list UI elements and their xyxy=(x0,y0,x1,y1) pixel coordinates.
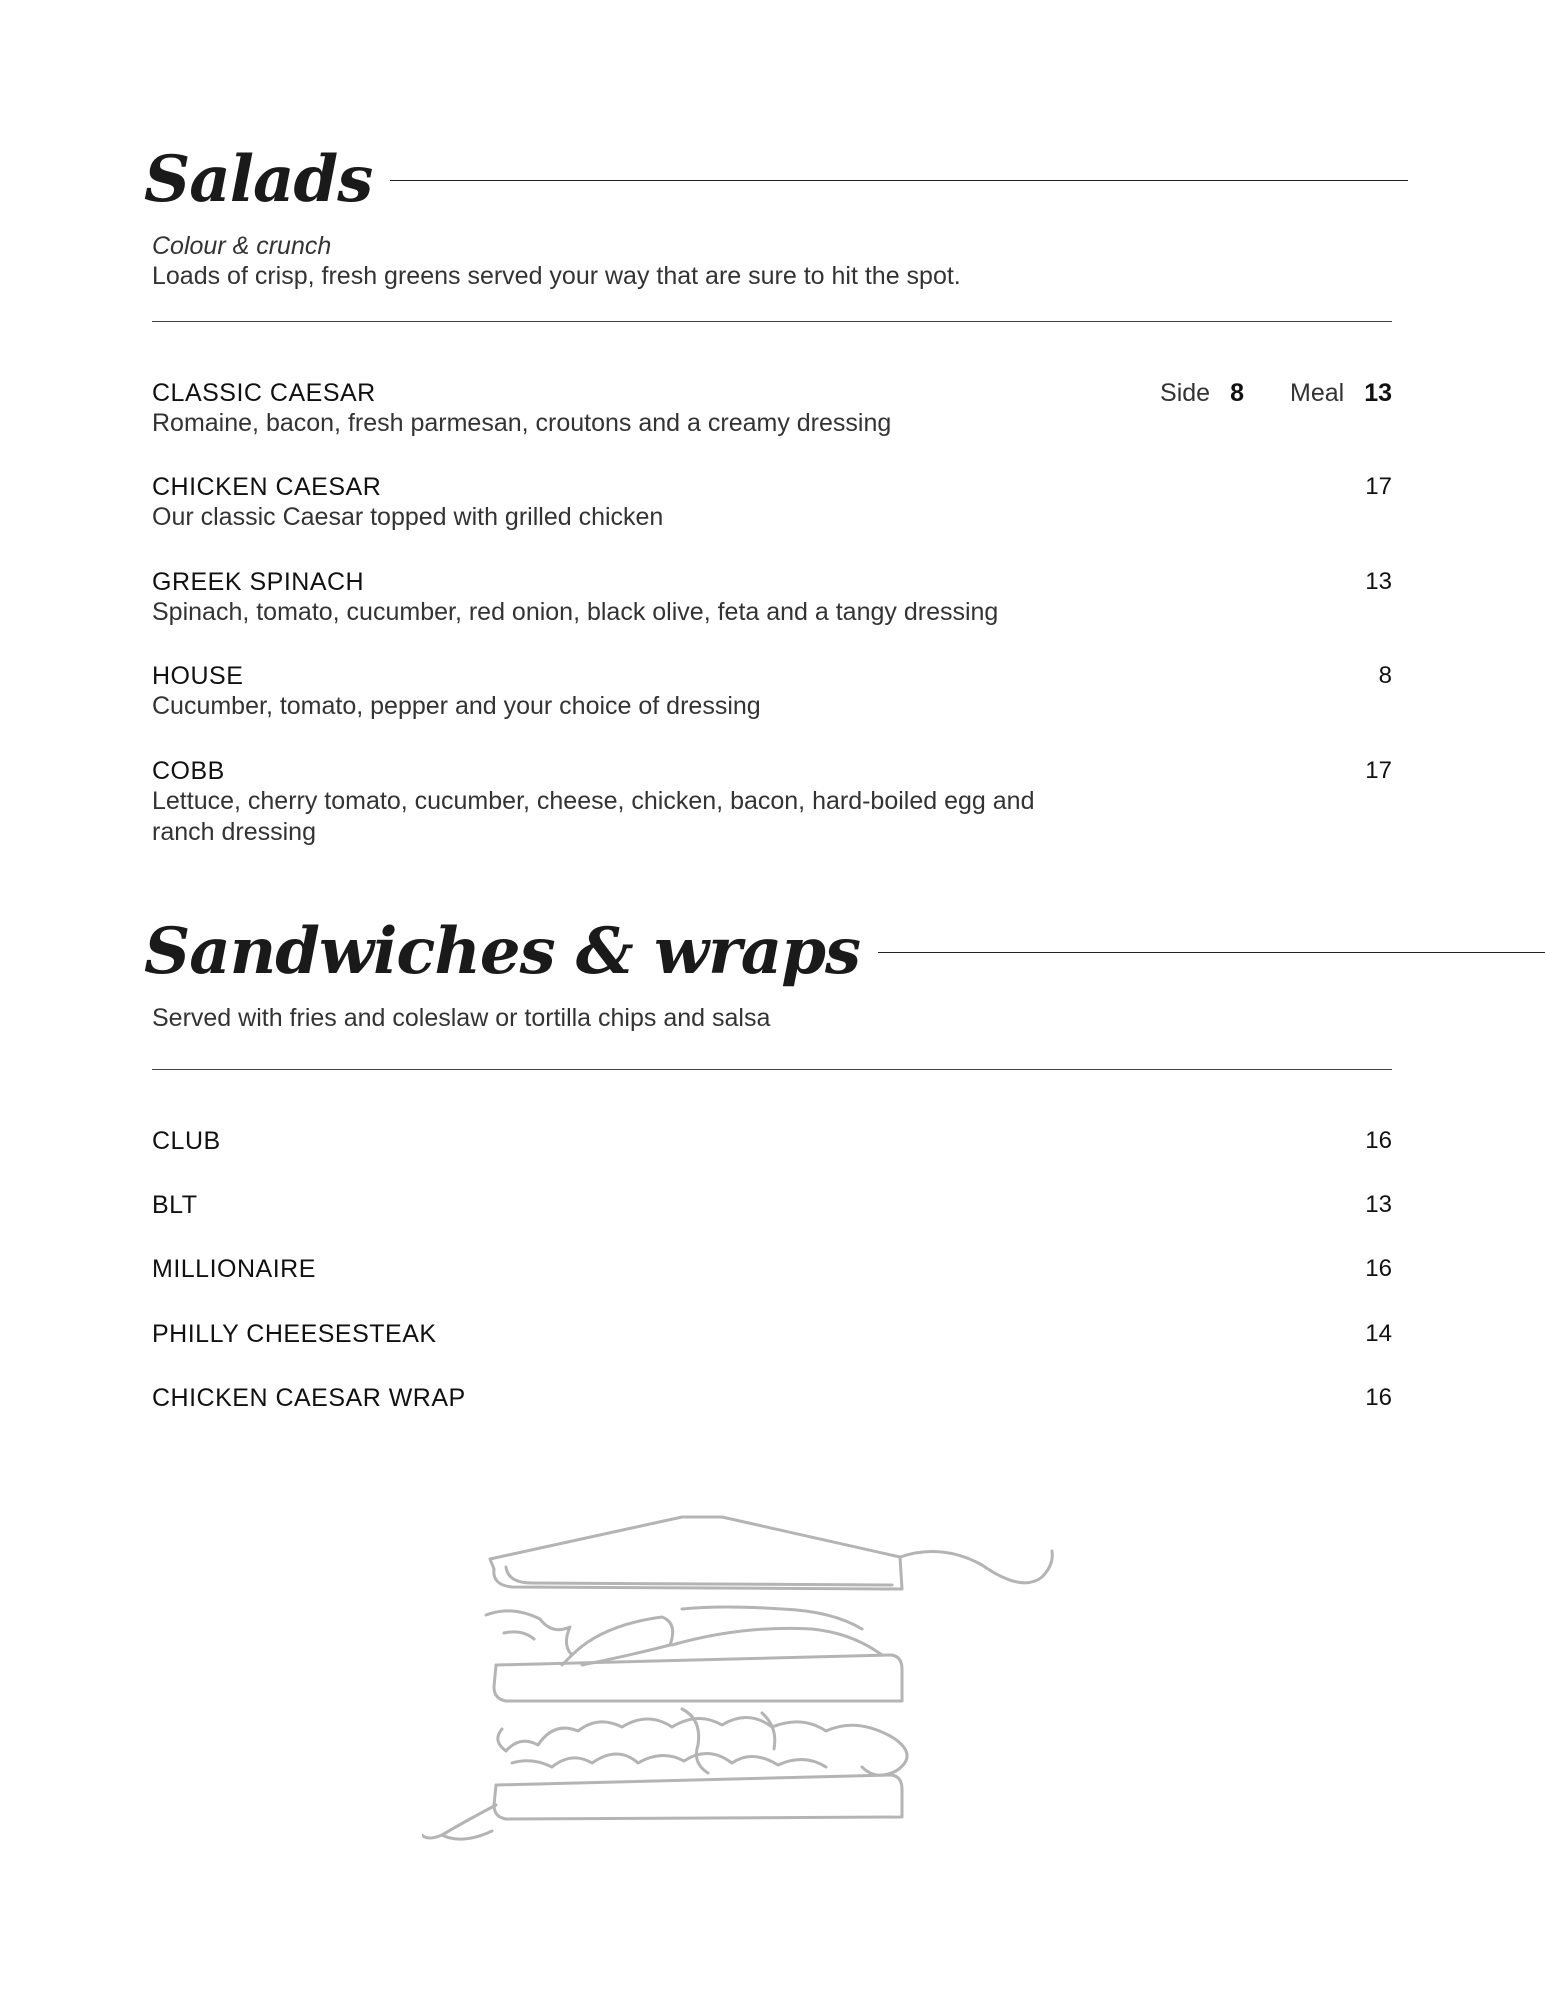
salads-tagline: Colour & crunch xyxy=(152,232,332,260)
menu-item-classic-caesar xyxy=(152,378,1392,439)
menu-item-greek-spinach xyxy=(152,567,1392,628)
item-name: CLUB xyxy=(152,1127,221,1155)
menu-page xyxy=(144,0,1392,2000)
sandwiches-divider xyxy=(152,1069,1392,1070)
item-price: 17 xyxy=(1365,473,1392,500)
salads-divider xyxy=(152,321,1392,322)
item-description: Cucumber, tomato, pepper and your choice of dressing xyxy=(152,692,761,720)
side-price: 8 xyxy=(1230,379,1244,407)
item-price: 14 xyxy=(1365,1320,1392,1347)
item-description: Spinach, tomato, cucumber, red onion, black olive, feta and a tangy dressing xyxy=(152,598,999,626)
sandwiches-title: Sandwiches & wraps xyxy=(144,914,861,989)
meal-label: Meal xyxy=(1290,379,1345,407)
item-price: 16 xyxy=(1365,1384,1392,1411)
item-price: 16 xyxy=(1365,1255,1392,1282)
side-label: Side xyxy=(1160,379,1211,407)
sandwich-line-art-icon xyxy=(422,1505,1122,1845)
item-name: PHILLY CHEESESTEAK xyxy=(152,1320,437,1348)
menu-item-house xyxy=(152,661,1392,722)
item-name: HOUSE xyxy=(152,662,244,690)
sandwiches-header xyxy=(144,914,1545,989)
menu-item-blt xyxy=(152,1190,1392,1220)
item-description: Romaine, bacon, fresh parmesan, croutons and a creamy dressing xyxy=(152,409,892,437)
salads-header xyxy=(144,142,1408,217)
item-dual-price xyxy=(1160,378,1392,408)
item-price: 13 xyxy=(1365,1191,1392,1218)
sandwiches-title-rule xyxy=(878,952,1545,953)
item-name: COBB xyxy=(152,757,225,785)
item-price: 8 xyxy=(1378,662,1392,689)
item-name: CHICKEN CAESAR WRAP xyxy=(152,1384,466,1412)
item-name: GREEK SPINACH xyxy=(152,568,365,596)
item-price: 13 xyxy=(1365,568,1392,595)
salads-title-rule xyxy=(390,180,1408,181)
item-description: Lettuce, cherry tomato, cucumber, cheese, chicken, bacon, hard-boiled egg and ranch dressing xyxy=(152,787,1035,846)
salads-title: Salads xyxy=(144,142,373,217)
item-price: 17 xyxy=(1365,757,1392,784)
sandwiches-description: Served with fries and coleslaw or tortilla chips and salsa xyxy=(152,1004,771,1032)
menu-item-cobb xyxy=(152,756,1392,848)
item-name: CLASSIC CAESAR xyxy=(152,379,376,407)
item-name: MILLIONAIRE xyxy=(152,1255,316,1283)
salads-description: Loads of crisp, fresh greens served your way that are sure to hit the spot. xyxy=(152,262,961,290)
meal-price: 13 xyxy=(1364,379,1392,407)
item-name: CHICKEN CAESAR xyxy=(152,473,382,501)
menu-item-chicken-caesar-wrap xyxy=(152,1383,1392,1413)
menu-item-chicken-caesar xyxy=(152,472,1392,533)
menu-item-philly-cheesesteak xyxy=(152,1319,1392,1349)
item-name: BLT xyxy=(152,1191,198,1219)
menu-item-millionaire xyxy=(152,1254,1392,1284)
item-price: 16 xyxy=(1365,1127,1392,1154)
menu-item-club xyxy=(152,1126,1392,1156)
item-description: Our classic Caesar topped with grilled chicken xyxy=(152,503,664,531)
